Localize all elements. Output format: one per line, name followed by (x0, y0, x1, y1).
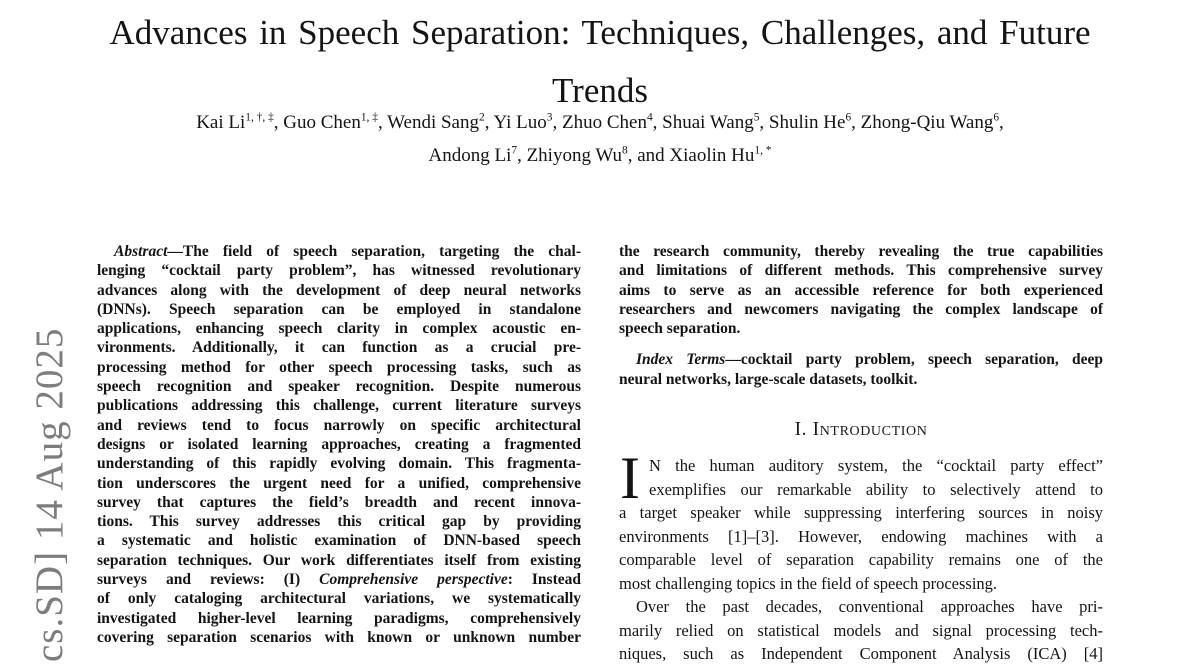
author: Zhuo Chen$^4$, (562, 111, 663, 133)
author: Yi Luo$^3$, (493, 111, 562, 133)
introduction-paragraph-2: Over the past decades, conventional approaches have pri- marily relied on statistical models and signal processing tech- niques, such as Independent Component Analysis (ICA) [4] (619, 597, 1103, 664)
right-column (619, 242, 1103, 666)
introduction-paragraph-1-dropcap-lines: N the human auditory system, the “cocktail party effect” exemplifies our remarkable ability to selectively attend to (649, 456, 1103, 499)
author-affiliation-sup: 6 (845, 111, 852, 124)
section-heading-introduction: I. Introduction (794, 419, 928, 441)
paper-title-line-1: Advances in Speech Separation: Techniques, Challenges, and Future (109, 13, 1091, 52)
author-affiliation-sup: 3 (546, 111, 553, 124)
author: Kai $Li^{1, \dagger, \ddagger}$, (196, 111, 284, 133)
author: Guo Chen$^{1, \ddagger}$, (283, 111, 388, 133)
author-affiliation-sup: 1, †, ‡ (245, 111, 274, 124)
index-terms-paragraph: Index Terms—cocktail party problem, speech separation, deep neural networks, large-scale datasets, toolkit. (619, 351, 1103, 388)
authors-line-2 (0, 139, 1200, 172)
author-affiliation-sup: 2 (478, 111, 485, 124)
author-affiliation-sup: 1, * (754, 144, 772, 157)
author: Wendi Sang$^2$, (387, 111, 494, 133)
abstract-paragraph: Abstract—The field of speech separation, targeting the chal- lenging “cocktail party problem”, has witnessed revolutionary advances along with the development of deep neural networks (DNNs). Speech separation can be employed in standalone applications, enhancing speech clarity in complex acoustic en- vironments. Additionally, it can function as a crucial pre- processing method for other speech processing tasks, such as speech recognition and speaker recognition. Despite numerous publications addressing this challenge, current literature surveys and reviews tend to focus narrowly on specific architectural designs or isolated learning approaches, creating a fragmented understanding of this rapidly evolving domain. This fragmenta- tion underscores the urgent need for a unified, comprehensive survey that captures the field’s breadth and recent innova- tions. This survey addresses this critical gap by providing a systematic and holistic examination of DNN-based speech separation techniques. Our work differentiates itself from existing surveys and reviews: (I) Comprehensive perspective: Instead of only cataloging architectural variations, we systematically investigated higher-level learning paradigms, comprehensively covering separation scenarios with known or unknown number (97, 243, 581, 646)
author: Zhiyong Wu$^8$, and (526, 144, 670, 166)
author-affiliation-sup: 4 (646, 111, 653, 124)
authors-line-1 (0, 106, 1200, 139)
paper-title-line-2: Trends (552, 71, 648, 110)
arxiv-watermark: cs.SD] 14 Aug 2025 (28, 327, 71, 662)
authors (0, 106, 1200, 172)
author: Xiaolin $Hu^{1, *}$ (669, 144, 772, 166)
author-affiliation-sup: 7 (511, 144, 518, 157)
author-affiliation-sup: 5 (753, 111, 760, 124)
two-column-body (97, 242, 1103, 666)
left-column (97, 242, 581, 666)
drop-cap: I (620, 445, 640, 512)
introduction-paragraph-1 (619, 445, 1103, 595)
author: Andong Li$^7$, (428, 144, 527, 166)
author-affiliation-sup: 1, ‡ (360, 111, 378, 124)
author: Shuai Wang$^5$, (662, 111, 769, 133)
author: Zhong-Qiu Wang$^6$, (860, 111, 1004, 133)
paper-title (0, 4, 1200, 120)
author-affiliation-sup: 6 (993, 111, 1000, 124)
author-affiliation-sup: 8 (622, 144, 628, 157)
introduction-paragraph-1-rest-lines: a target speaker while suppressing interfering sources in noisy environments [1]–[3]. However, endowing machines with a comparable level of separation capability remains one of the most challenging topics in the field of speech processing. (619, 503, 1103, 593)
abstract-continued-paragraph: the research community, thereby revealing the true capabilities and limitations of different methods. This comprehensive survey aims to serve as an accessible reference for both experienced researchers and newcomers navigating the complex landscape of speech separation. (619, 243, 1103, 338)
author: Shulin He$^6$, (768, 111, 861, 133)
